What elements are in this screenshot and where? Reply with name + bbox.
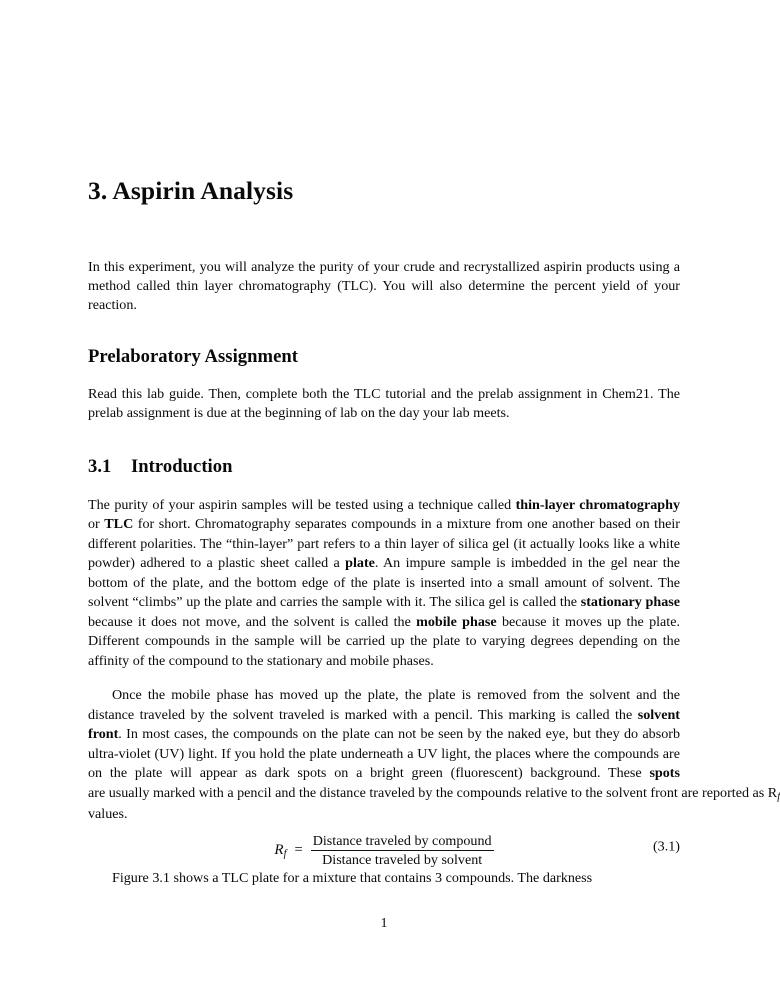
text-fragment: The purity of your aspirin samples will be tested using a technique called bbox=[88, 496, 516, 513]
rf-inline-symbol bbox=[88, 785, 780, 801]
text-fragment: for short. Chromatography separates compounds in a mixture from one another based on their different polarities. The “thin-layer” part refers to a thin layer of silica gel (it actually looks like a white powder) adhered to a plastic sheet called a bbox=[88, 516, 681, 572]
text-fragment: . An impure sample is imbedded in the gel near the bottom of the plate, and the bottom edge of the plate is inserted into a small amount of solvent. The solvent “climbs” up the plate and carries the sample with it. The silica gel is called the bbox=[88, 555, 680, 611]
prelaboratory-assignment-heading: Prelaboratory Assignment bbox=[88, 345, 299, 367]
equation-number: (3.1) bbox=[652, 838, 680, 855]
term-tlc: TLC bbox=[104, 516, 134, 533]
section-heading-introduction bbox=[88, 423, 680, 478]
term-solvent-front: solvent front bbox=[88, 706, 680, 743]
term-thin-layer-chromatography: thin-layer chromatography bbox=[515, 496, 680, 513]
text-column bbox=[88, 0, 780, 888]
section-title: Introduction bbox=[131, 456, 233, 478]
fraction-denominator: Distance traveled by solvent bbox=[322, 852, 483, 869]
text-fragment: Once the mobile phase has moved up the plate, the plate is removed from the solvent and the distance traveled by the solvent traveled is marked with a pencil. This marking is called the bbox=[88, 687, 680, 723]
term-mobile-phase: mobile phase bbox=[416, 613, 497, 630]
text-fragment: or bbox=[88, 516, 105, 533]
equation-symbol-r: R bbox=[274, 841, 284, 858]
text-fragment: because it moves up the plate. Different compounds in the sample will be carried up the plate to varying degrees depending on the affinity of the compound to the stationary and mobile phases. bbox=[88, 613, 680, 669]
introduction-paragraph-2 bbox=[88, 671, 780, 824]
fraction bbox=[311, 833, 494, 869]
equation-body bbox=[274, 833, 493, 869]
equation-subscript-f: f bbox=[283, 848, 287, 860]
introduction-paragraph-1 bbox=[88, 479, 680, 672]
term-plate: plate bbox=[345, 555, 375, 572]
text-fragment: . In most cases, the compounds on the plate can not be seen by the naked eye, but they do absorb ultra-violet (UV) light. If you hold the plate underneath a UV light, the places where the compounds are on the plate will appear as dark spots on a bright green (fluorescent) background. These bbox=[88, 726, 680, 782]
text-fragment: values. bbox=[88, 806, 128, 823]
introduction-paragraph-3: Figure 3.1 shows a TLC plate for a mixture that contains 3 compounds. The darkness bbox=[112, 869, 593, 886]
term-spots: spots bbox=[649, 765, 680, 782]
text-fragment: because it does not move, and the solvent is called the bbox=[88, 613, 417, 630]
term-stationary-phase: stationary phase bbox=[580, 594, 680, 611]
fraction-numerator: Distance traveled by compound bbox=[311, 833, 494, 852]
equation-rf bbox=[88, 825, 680, 869]
equation-left-hand-side bbox=[274, 842, 286, 860]
page-number: 1 bbox=[380, 915, 388, 931]
prelaboratory-assignment-paragraph: Read this lab guide. Then, complete both the TLC tutorial and the prelab assignment in Chem21. The prelab assignment is due at the beginning of lab on the day your lab meets. bbox=[88, 386, 680, 422]
chapter-title: 3. Aspirin Analysis bbox=[88, 176, 294, 205]
section-number: 3.1 bbox=[88, 456, 112, 478]
equals-sign: = bbox=[294, 842, 303, 859]
rf-subscript: f bbox=[777, 791, 780, 803]
intro-paragraph: In this experiment, you will analyze the purity of your crude and recrystallized aspirin products using a method called thin layer chromatography (TLC). You will also determine the percent yield of your reaction. bbox=[88, 258, 680, 313]
text-fragment: are usually marked with a pencil and the distance traveled by the compounds relative to the solvent front are reported as R bbox=[88, 784, 778, 801]
